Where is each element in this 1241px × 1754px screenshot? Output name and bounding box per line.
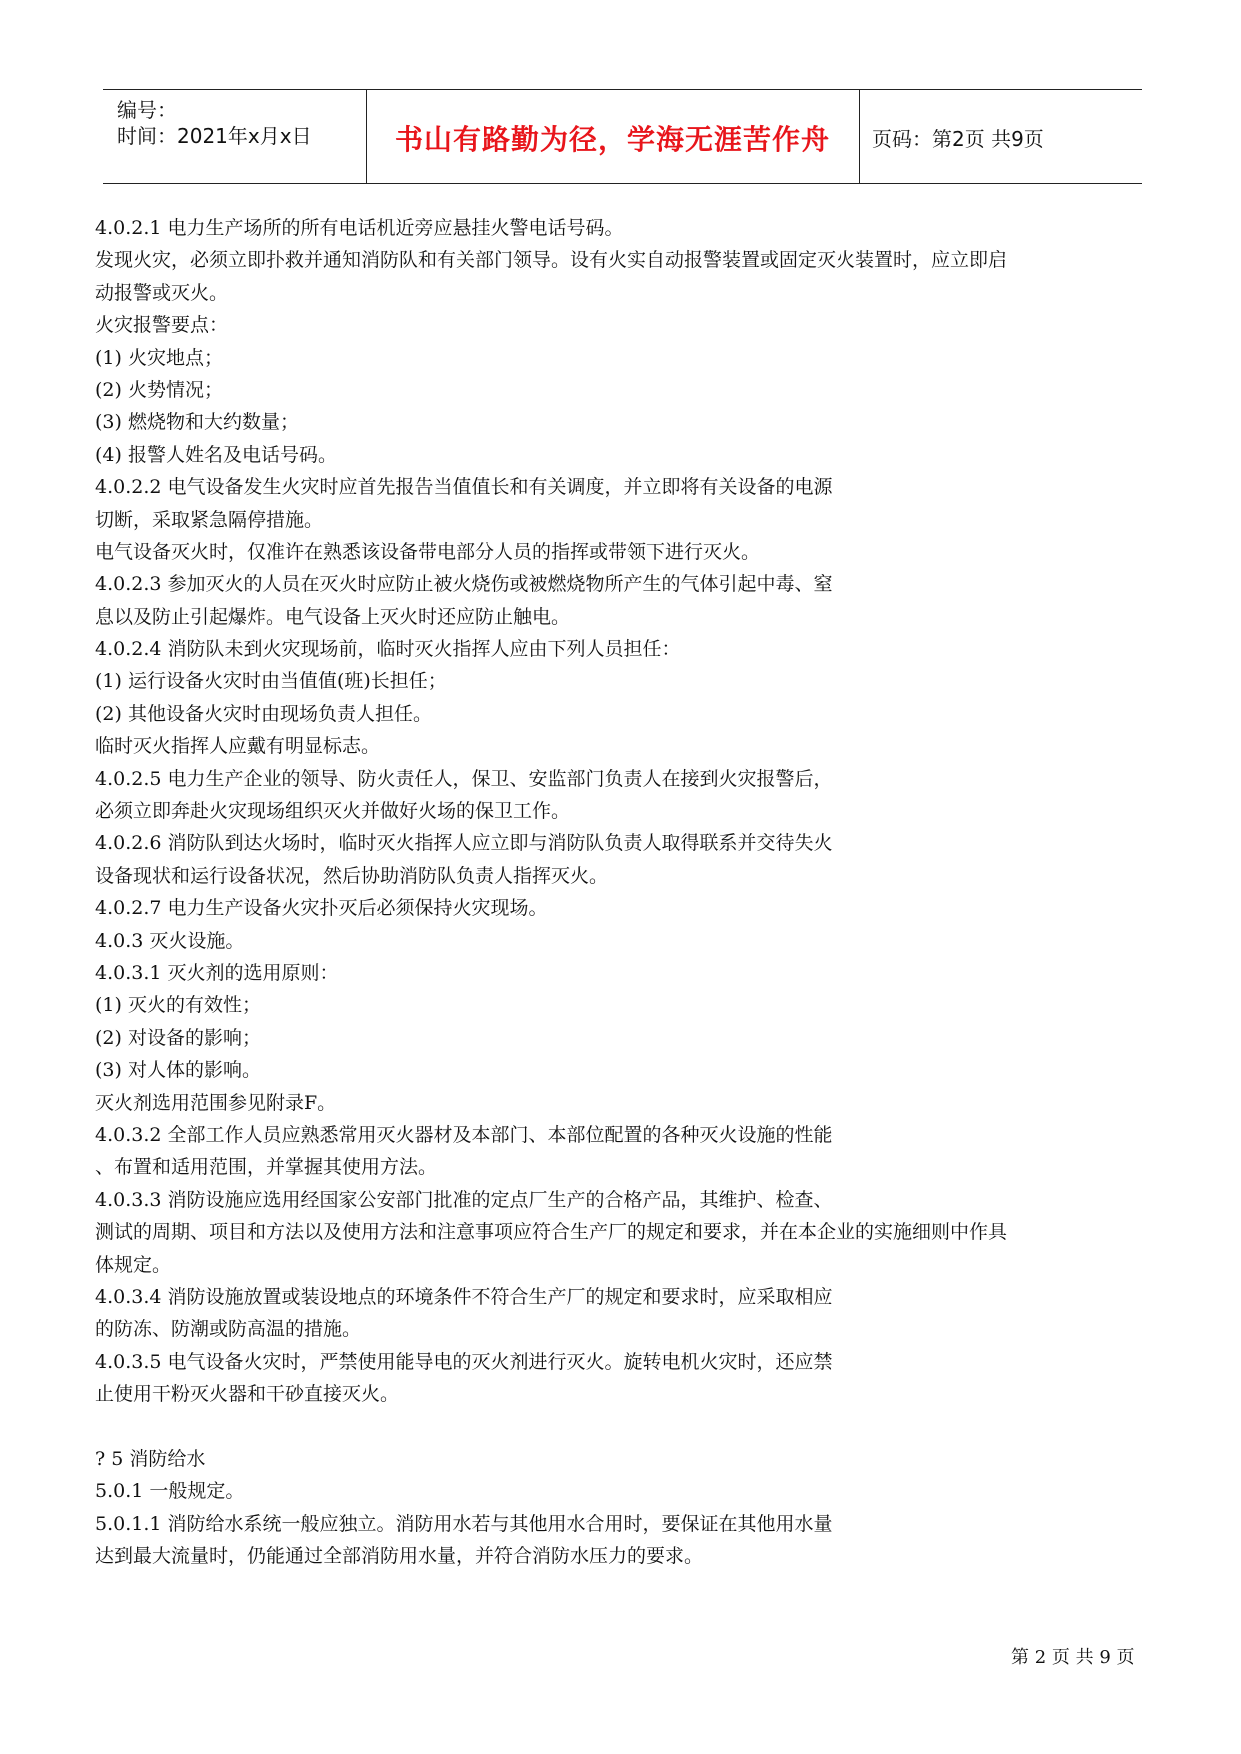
text-line: (1) 运行设备火灾时由当值值(班)长担任；	[95, 670, 447, 693]
text-line: 切断，采取紧急隔停措施。	[95, 508, 324, 531]
blank-line	[95, 1410, 1155, 1442]
text-line: 4.0.3.1 灭火剂的选用原则：	[95, 961, 339, 984]
header-page-label: 页码：第2页 共9页	[872, 127, 1044, 151]
text-line: 息以及防止引起爆炸。电气设备上灭火时还应防止触电。	[95, 605, 571, 628]
text-line: 达到最大流量时，仍能通过全部消防用水量，并符合消防水压力的要求。	[95, 1545, 704, 1568]
text-line: 4.0.2.4 消防队未到火灾现场前，临时灭火指挥人应由下列人员担任：	[95, 638, 681, 661]
text-line: (1) 灭火的有效性；	[95, 994, 261, 1017]
motto-text: 书山有路勤为径，学海无涯苦作舟	[394, 123, 830, 156]
text-line: 4.0.3 灭火设施。	[95, 929, 245, 952]
text-line: 设备现状和运行设备状况，然后协助消防队负责人指挥灭火。	[95, 864, 609, 887]
text-line: (4) 报警人姓名及电话号码。	[95, 443, 337, 466]
text-line: 4.0.2.1 电力生产场所的所有电话机近旁应悬挂火警电话号码。	[95, 217, 624, 239]
header-info-cell	[103, 90, 367, 183]
text-line: 4.0.2.2 电气设备发生火灾时应首先报告当值值长和有关调度，并立即将有关设备的电源	[95, 476, 833, 499]
footer-page-number: 第 2 页 共 9 页	[1011, 1647, 1135, 1668]
text-line: (2) 火势情况；	[95, 378, 223, 401]
text-line: 发现火灾，必须立即扑救并通知消防队和有关部门领导。设有火实自动报警装置或固定灭火装置时，应立即启	[95, 249, 1008, 272]
text-line: 4.0.3.5 电气设备火灾时，严禁使用能导电的灭火剂进行灭火。旋转电机火灾时，还应禁	[95, 1350, 833, 1373]
serial-label: 编号：	[117, 98, 177, 122]
text-line: 体规定。	[95, 1253, 172, 1276]
text-line: (1) 火灾地点；	[95, 346, 223, 369]
document-body	[95, 212, 1155, 1572]
text-line: 的防冻、防潮或防高温的措施。	[95, 1318, 362, 1341]
text-line: 4.0.2.7 电力生产设备火灾扑灭后必须保持火灾现场。	[95, 897, 548, 920]
text-line: (2) 对设备的影响；	[95, 1026, 261, 1049]
text-line: 5.0.1 一般规定。	[95, 1480, 245, 1503]
text-line: 止使用干粉灭火器和干砂直接灭火。	[95, 1383, 400, 1406]
text-line: 4.0.2.3 参加灭火的人员在灭火时应防止被火烧伤或被燃烧物所产生的气体引起中毒、窒	[95, 573, 833, 596]
text-line: 、布置和适用范围，并掌握其使用方法。	[95, 1156, 438, 1179]
text-line: (3) 燃烧物和大约数量；	[95, 411, 299, 434]
text-line: 4.0.2.5 电力生产企业的领导、防火责任人，保卫、安监部门负责人在接到火灾报警后，	[95, 767, 833, 790]
document-header	[103, 89, 1142, 184]
header-page-cell	[860, 90, 1142, 183]
text-line: ? 5 消防给水	[95, 1447, 206, 1470]
text-line: 4.0.3.2 全部工作人员应熟悉常用灭火器材及本部门、本部位配置的各种灭火设施的性能	[95, 1123, 833, 1146]
text-line: 火灾报警要点：	[95, 314, 229, 337]
text-line: 灭火剂选用范围参见附录F。	[95, 1091, 337, 1114]
time-label: 时间：2021年x月x日	[117, 124, 312, 148]
text-line: 必须立即奔赴火灾现场组织灭火并做好火场的保卫工作。	[95, 800, 571, 823]
text-line: 电气设备灭火时，仅准许在熟悉该设备带电部分人员的指挥或带领下进行灭火。	[95, 540, 761, 563]
text-line: 4.0.3.3 消防设施应选用经国家公安部门批准的定点厂生产的合格产品，其维护、检查、	[95, 1188, 833, 1211]
text-line: 4.0.3.4 消防设施放置或装设地点的环境条件不符合生产厂的规定和要求时，应采取相应	[95, 1285, 833, 1308]
text-line: (3) 对人体的影响。	[95, 1059, 261, 1082]
text-line: 测试的周期、项目和方法以及使用方法和注意事项应符合生产厂的规定和要求，并在本企业的实施细则中作具	[95, 1221, 1008, 1244]
text-line: 临时灭火指挥人应戴有明显标志。	[95, 735, 381, 758]
header-motto-cell	[366, 90, 860, 183]
text-line: (2) 其他设备火灾时由现场负责人担任。	[95, 702, 432, 725]
text-line: 4.0.2.6 消防队到达火场时，临时灭火指挥人应立即与消防队负责人取得联系并交待失火	[95, 832, 833, 855]
text-line: 5.0.1.1 消防给水系统一般应独立。消防用水若与其他用水合用时，要保证在其他用水量	[95, 1512, 833, 1535]
text-line: 动报警或灭火。	[95, 281, 229, 304]
